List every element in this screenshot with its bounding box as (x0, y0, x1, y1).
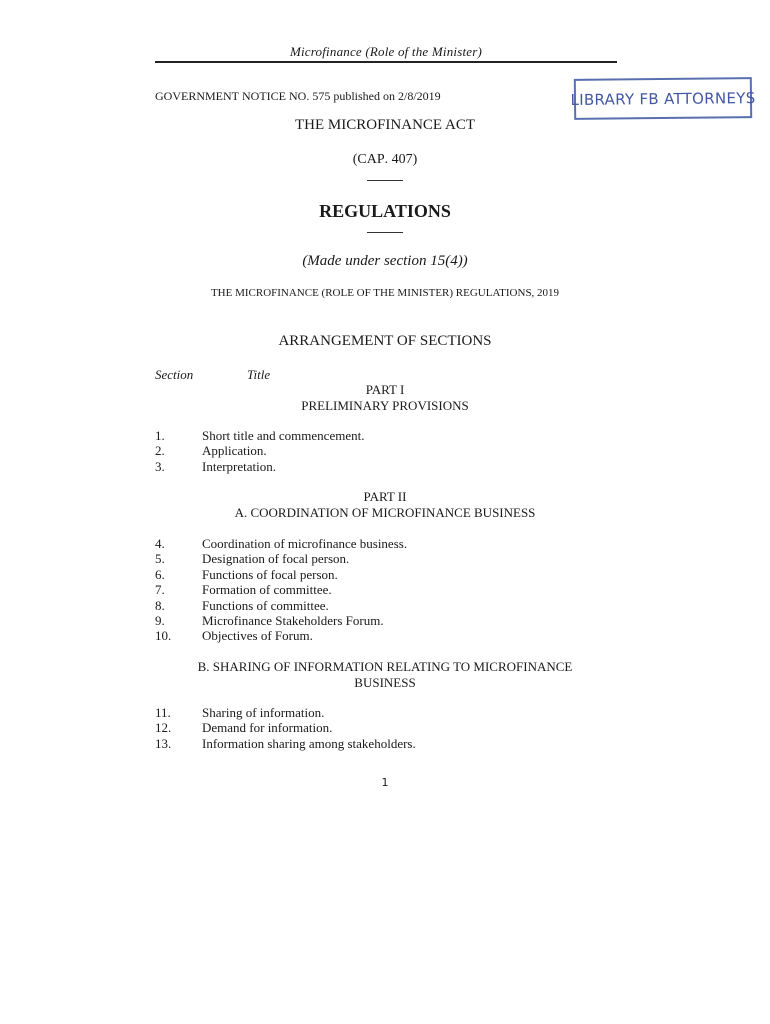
arrangement-heading: ARRANGEMENT OF SECTIONS (278, 333, 492, 349)
section-list-part2b (0, 705, 770, 751)
part-label: PART II (363, 489, 407, 504)
list-item (0, 551, 770, 566)
running-head: Microfinance (Role of the Minister) (289, 44, 483, 59)
divider-rule (367, 232, 403, 233)
notice-text-n2: N (289, 89, 298, 103)
cap-smallcaps: AP (366, 152, 385, 167)
section-title: Sharing of information. (202, 705, 325, 720)
notice-text-n: N (242, 89, 251, 103)
section-title: Short title and commencement. (202, 428, 365, 443)
list-item (0, 567, 770, 582)
regulations-title: THE MICROFINANCE (ROLE OF THE MINISTER) REGULATIONS, 2019 (210, 287, 560, 299)
list-item (0, 582, 770, 597)
section-title: Information sharing among stakeholders. (202, 735, 416, 751)
cap-rest: . 407) (384, 152, 418, 167)
section-number: 2. (155, 443, 165, 459)
section-number: 11. (155, 705, 171, 720)
section-title: Microfinance Stakeholders Forum. (202, 612, 384, 628)
list-item (0, 428, 770, 443)
part-label: PART I (365, 382, 405, 397)
section-title: Coordination of microfinance business. (202, 536, 408, 551)
column-heading-section: Section (155, 367, 194, 382)
section-title: Demand for information. (202, 720, 333, 736)
part-heading: A. COORDINATION OF MICROFINANCE BUSINESS (234, 505, 536, 520)
section-list-part2 (0, 536, 770, 644)
notice-text-otice: OTICE (250, 89, 286, 103)
list-item (0, 598, 770, 613)
divider-rule (367, 180, 403, 181)
cap-open: (C (352, 152, 367, 167)
section-number: 9. (155, 612, 165, 628)
section-title: Interpretation. (202, 458, 276, 474)
made-under-section: (Made under section 15(4)) (302, 253, 468, 269)
section-title: Formation of committee. (202, 582, 332, 598)
notice-text-g: G (155, 89, 164, 103)
list-item (0, 720, 770, 735)
part-heading: PRELIMINARY PROVISIONS (301, 398, 469, 413)
list-item (0, 705, 770, 720)
chapter-reference (0, 152, 770, 168)
list-item (0, 613, 770, 628)
section-number: 8. (155, 597, 165, 613)
section-number: 12. (155, 720, 172, 736)
list-item (0, 443, 770, 458)
subpart-heading: B. SHARING OF INFORMATION RELATING TO MICROFINANCE (197, 659, 573, 674)
section-number: 4. (155, 536, 165, 551)
section-title: Objectives of Forum. (202, 628, 313, 644)
regulations-heading: REGULATIONS (319, 201, 451, 221)
section-title: Designation of focal person. (202, 551, 350, 567)
list-item (0, 628, 770, 643)
page-number: 1 (381, 776, 389, 789)
section-list-part1 (0, 428, 770, 474)
section-number: 7. (155, 582, 165, 598)
section-number: 5. (155, 551, 165, 567)
section-title: Application. (202, 443, 267, 459)
section-number: 3. (155, 458, 165, 474)
header-rule (155, 61, 617, 63)
list-item (0, 736, 770, 751)
section-number: 1. (155, 428, 165, 443)
notice-text-overnment: OVERNMENT (163, 89, 239, 103)
column-heading-title: Title (247, 367, 271, 382)
government-notice (155, 89, 441, 104)
section-number: 6. (155, 566, 165, 582)
section-title: Functions of committee. (202, 597, 329, 613)
list-item (0, 459, 770, 474)
section-title: Functions of focal person. (202, 566, 338, 582)
list-item (0, 536, 770, 551)
section-number: 13. (155, 735, 172, 751)
library-stamp: LIBRARY FB ATTORNEYS (574, 77, 752, 120)
subpart-heading-continued: BUSINESS (354, 675, 416, 690)
act-title: THE MICROFINANCE ACT (294, 117, 475, 133)
notice-text-details: . 575 published on 2/8/2019 (306, 89, 441, 103)
section-number: 10. (155, 628, 172, 644)
notice-text-o: O (297, 89, 307, 103)
